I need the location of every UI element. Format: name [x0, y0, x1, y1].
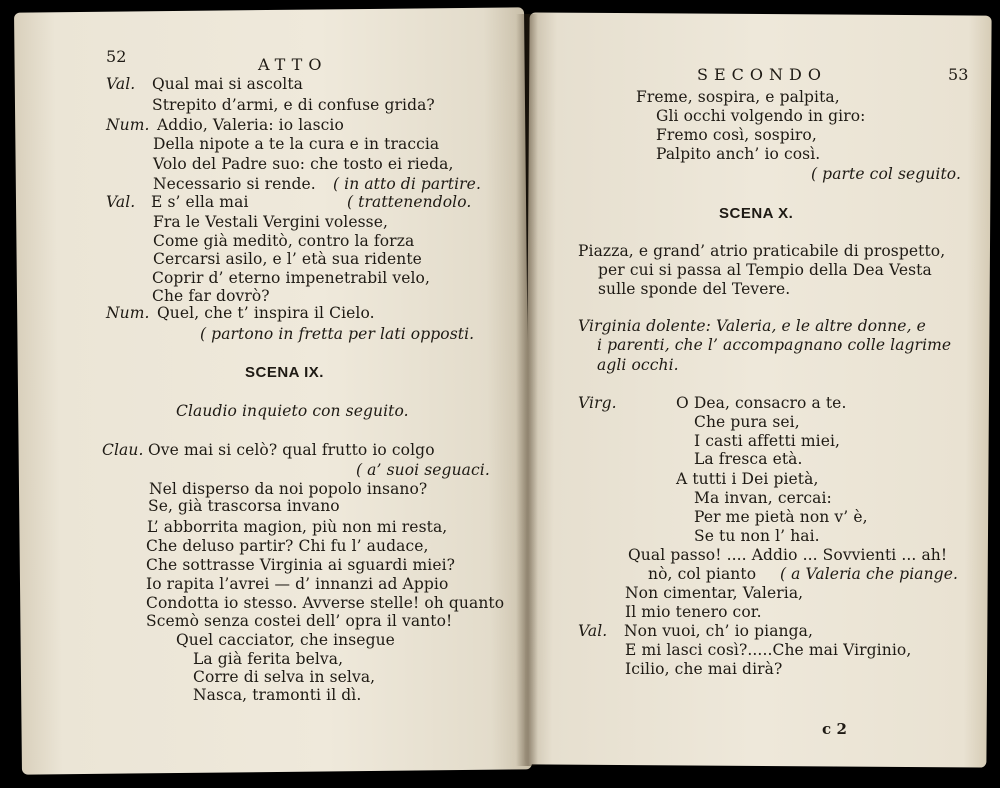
verse-line: Che far dovrò? [152, 287, 270, 305]
character-line: i parenti, che l’ accompagnano colle lagrime [597, 336, 952, 354]
verse-line: Che deluso partir? Chi fu l’ audace, [146, 537, 429, 555]
running-header-right: SECONDO [697, 65, 827, 84]
verse-line: O Dea, consacro a te. [676, 394, 847, 412]
verse-line: Non vuoi, ch’ io pianga, [624, 622, 814, 640]
verse-line: Palpito anch’ io così. [656, 145, 821, 163]
scene-description: Claudio inquieto con seguito. [176, 402, 409, 420]
verse-line: Strepito d’armi, e di confuse grida? [152, 96, 435, 114]
verse-line: Freme, sospira, e palpita, [636, 88, 840, 106]
book-gutter [516, 14, 538, 766]
verse-line: Volo del Padre suo: che tosto ei rieda, [153, 155, 454, 173]
verse-line: Se tu non l’ hai. [694, 527, 820, 545]
verse-line: Qual passo! .... Addio ... Sovvienti ... ah! [628, 546, 948, 564]
speaker: Val. [106, 193, 136, 211]
verse-line: Il mio tenero cor. [625, 603, 762, 621]
scene-title: SCENA IX. [245, 364, 324, 381]
verse-line: Fremo così, sospiro, [656, 126, 817, 144]
verse-line: Ove mai si celò? qual frutto io colgo [148, 441, 435, 459]
speaker: Clau. [102, 441, 144, 459]
verse-line: Che sottrasse Virginia ai sguardi miei? [146, 556, 456, 574]
stage-direction: ( parte col seguito. [811, 165, 961, 183]
scene-title: SCENA X. [719, 205, 794, 222]
verse-line: Condotta io stesso. Avverse stelle! oh quanto [146, 594, 505, 612]
verse-line: Quel cacciator, che insegue [176, 631, 395, 649]
verse-line: nò, col pianto [648, 565, 757, 583]
page-number-left: 52 [106, 47, 127, 66]
speaker: Num. [106, 116, 150, 134]
speaker: Virg. [578, 394, 617, 412]
verse-line: Addio, Valeria: io lascio [157, 116, 344, 134]
verse-line: I casti affetti miei, [694, 432, 841, 450]
verse-line: Io rapita l’avrei — d’ innanzi ad Appio [146, 575, 449, 593]
verse-line: E mi lasci così?.....Che mai Virginio, [625, 641, 912, 659]
character-line: agli occhi. [597, 356, 679, 374]
verse-line: Nel disperso da noi popolo insano? [149, 480, 428, 498]
speaker: Val. [578, 622, 608, 640]
verse-line: Gli occhi volgendo in giro: [656, 107, 866, 125]
verse-line: Come già meditò, contro la forza [153, 232, 415, 250]
verse-line: E s’ ella mai [151, 193, 249, 211]
character-line: Virginia dolente: Valeria, e le altre donne, e [578, 317, 926, 335]
stage-direction: ( a Valeria che piange. [780, 565, 959, 583]
stage-direction: ( partono in fretta per lati opposti. [200, 325, 475, 343]
verse-line: Che pura sei, [694, 413, 800, 431]
speaker: Num. [106, 304, 150, 322]
stage-direction: ( a’ suoi seguaci. [356, 461, 490, 479]
verse-line: Quel, che t’ inspira il Cielo. [157, 304, 375, 322]
setting-line: Piazza, e grand’ atrio praticabile di prospetto, [578, 242, 946, 260]
stage-direction: ( trattenendolo. [347, 193, 472, 211]
verse-line: Necessario si rende. [153, 175, 316, 193]
running-header-left: ATTO [258, 55, 328, 74]
verse-line: Scemò senza costei dell’ opra il vanto! [146, 612, 453, 630]
verse-line: Fra le Vestali Vergini volesse, [153, 213, 389, 231]
verse-line: Icilio, che mai dirà? [625, 660, 783, 678]
verse-line: Per me pietà non v’ è, [694, 508, 868, 526]
verse-line: Ma invan, cercai: [694, 489, 832, 507]
signature-mark: c 2 [822, 720, 848, 738]
verse-line: A tutti i Dei pietà, [676, 470, 819, 488]
page-number-right: 53 [948, 65, 969, 84]
verse-line: L’ abborrita magion, più non mi resta, [147, 518, 448, 536]
stage-direction: ( in atto di partire. [333, 175, 481, 193]
setting-line: per cui si passa al Tempio della Dea Vesta [598, 261, 932, 279]
verse-line: Cercarsi asilo, e l’ età sua ridente [153, 250, 422, 268]
setting-line: sulle sponde del Tevere. [598, 280, 791, 298]
speaker: Val. [106, 75, 136, 93]
verse-line: La già ferita belva, [193, 650, 344, 668]
verse-line: Nasca, tramonti il dì. [193, 686, 362, 704]
verse-line: Corre di selva in selva, [193, 668, 376, 686]
verse-line: La fresca età. [694, 450, 803, 468]
verse-line: Se, già trascorsa invano [148, 497, 340, 515]
verse-line: Qual mai si ascolta [152, 75, 304, 93]
verse-line: Coprir d’ eterno impenetrabil velo, [152, 269, 431, 287]
verse-line: Non cimentar, Valeria, [625, 584, 804, 602]
verse-line: Della nipote a te la cura e in traccia [153, 135, 440, 153]
